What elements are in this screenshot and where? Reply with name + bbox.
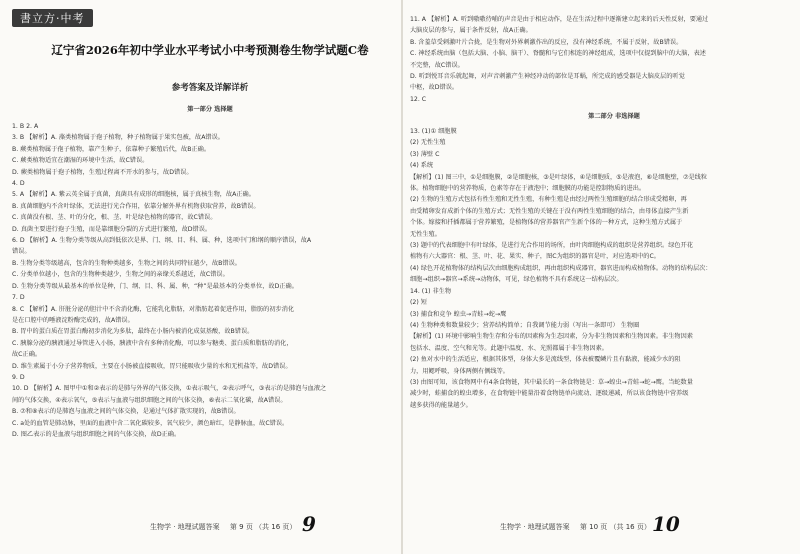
answer-line: 间的气体交换，④表示氧气，⑤表示与血液与组织细胞之间的气体交换，⑥表示二氧化碳，故A错误。 [12, 396, 287, 404]
answer-line: 减少时，蛙捕食的蝗虫增多，在食物链中能量沿着食物链单向流动、逐级递减，所以该食物链中营养级 [410, 390, 689, 398]
footer-subject: 生物学 · 地理试题答案 [500, 523, 570, 531]
answer-line: C. 胰腺分泌的胰液通过导管进入小肠，胰液中含有多种消化酶，可以参与糖类、蛋白质和脂肪的消化， [12, 339, 293, 347]
answer-line: 8. C 【解析】A. 肝脏分泌的胆汁中不含消化酶，它能乳化脂肪，对脂肪起着促进作用，脂肪的初步消化 [12, 305, 295, 313]
answer-line: D. 图乙表示的是血液与组织细胞之间的气体交换，故D正确。 [12, 430, 181, 438]
answer-line: 由受精卵发育成新个体的生殖方式；无性生殖的关键在于没有两性生殖细胞的结合，由母体直接产生新 [410, 207, 689, 215]
answer-line: C. a处的血管是肺动脉，里面的血液中含二氧化碳较多，氧气较少，颜色暗红，是静脉血，故C错误。 [12, 419, 289, 427]
section-heading-choice: 第一部分 选择题 [187, 106, 233, 113]
answer-line: 体。植物细胞中的营养物质，色素等存在于液泡中；细胞膜的功能是控制物质的进出。 [410, 185, 646, 193]
answer-line: (2) 无性生殖 [410, 139, 446, 147]
answer-line: 植物有六大器官：根、茎、叶、花、果实、种子，图C为组织的器官是叶，对应选项中的C。 [410, 253, 660, 261]
answer-line: 10. D 【解析】A. 图甲中①和②表示的是肺与外界的气体交换，①表示吸气，②表示呼气，③表示的是肺泡与血液之 [12, 385, 327, 393]
answer-line: 错误。 [12, 248, 31, 256]
answer-line: (3) 由图可知，该食物网中有4条食物链，其中最长的一条食物链是：草→蝗虫→青蛙→蛇→鹰。当蛇数量 [410, 378, 693, 386]
answer-line: (4) 系统 [410, 162, 434, 170]
footer-page-label: 第 10 页 （共 16 页） [579, 523, 651, 531]
answer-line: 9. D [12, 373, 25, 381]
answer-line: (4) 绿色开花植物体的结构层次由细胞构成组织，再由组织构成器官，器官进而构成植物体。动物的结构层次： [410, 264, 712, 272]
footer-subject: 生物学 · 地理试题答案 [150, 523, 220, 531]
answer-line: 大脑皮层的参与，属于条件反射，故A正确。 [410, 27, 532, 35]
answer-line: 13. (1)① 细胞膜 [410, 128, 457, 135]
answer-line: 【解析】(1) 环境中影响生物生存和分布的因素称为生态因素，分为非生物因素和生物因素。非生物因素 [410, 333, 693, 341]
page-number: 9 [302, 512, 316, 536]
answer-line: 12. C [410, 95, 427, 103]
answer-line: (2) 生物的生殖方式包括有性生殖和无性生殖，有种生殖是由经过两性生殖细胞的结合形成受精卵，再 [410, 196, 687, 204]
answer-line: C. 蕨类植物适宜在潮湿的环境中生活，故C错误。 [12, 157, 149, 165]
left-answer-text [12, 121, 392, 440]
series-banner: 書立方·中考 [12, 9, 93, 27]
answer-line: B. 胃中的蛋白质在胃蛋白酶初步消化为多肽，最终在小肠内被消化成氨基酸，故B错误。 [12, 328, 254, 336]
answer-subtitle: 参考答案及详解详析 [171, 83, 249, 93]
answer-line: 4. D [12, 180, 25, 188]
answer-line: (3) 题中的代表细胞中有叶绿体，是进行光合作用的场所，由叶肉细胞构成的组织是营养组织。绿色开花 [410, 242, 693, 250]
answer-line: D. 生物分类等级从最基本的单位是种，门、纲、目、科、属、种，“种”是最基本的分类单位，故D正确。 [12, 282, 298, 290]
answer-line: D. 维生素属于小分子营养物质，主要在小肠被直接吸收，胃只能吸收少量的水和无机盐等，故D错误。 [12, 362, 292, 370]
right-footer [500, 522, 651, 532]
answer-line: 故C正确。 [12, 351, 42, 359]
answer-line: 是在口腔中的唾液淀粉酶完成的，故A错误。 [12, 316, 134, 324]
answer-line: 细胞→组织→器官→系统→动物体，可见，绿色植物不具有系统这一结构层次。 [410, 276, 623, 284]
right-page [404, 0, 800, 554]
answer-line: (2) 短 [410, 299, 427, 307]
answer-line: B. 真菌细胞内不含叶绿体，无法进行光合作用，依靠分解外界有机物获取营养，故B错误。 [12, 202, 260, 210]
answer-line: 5. A 【解析】A. 紫云英全属于真菌，真菌具有成形的细胞核，属于真核生物，故A正确。 [12, 191, 255, 199]
answer-line: 中枢，故D错误。 [410, 84, 459, 92]
answer-line: D. 蕨类植物属于孢子植物，生殖过程离不开水的参与，故D错误。 [12, 168, 193, 176]
section-heading-nonchoice: 第二部分 非选择题 [588, 113, 640, 120]
right-answer-text-top [410, 14, 794, 105]
answer-line: D. 真菌主要进行孢子生殖，而是靠细胞分裂的方式进行繁殖，故D错误。 [12, 225, 212, 233]
answer-line: 7. D [12, 294, 25, 302]
answer-line: B. 含羞草受刺激叶片合拢，是生物对外界刺激作出的反应，没有神经系统，不属于反射，故B错误。 [410, 38, 683, 46]
answer-line: C. 真菌没有根、茎、叶的分化，根、茎、叶是绿色植物的器官，故C错误。 [12, 214, 217, 222]
answer-line: (3) 捕食和竞争 蝗虫→青蛙→蛇→鹰 [410, 310, 507, 318]
answer-line: 11. A 【解析】A. 听到嗷嗷待哺的声音是由于相应动作，是在生活过程中逐渐建立起来的后天性反射，要通过 [410, 16, 709, 23]
answer-line: 无性生殖。 [410, 230, 441, 238]
answer-line: 包括水、温度、空气和光等。此题中温度、水、光照都属于非生物因素。 [410, 344, 608, 352]
answer-line: 【解析】(1) 图三中，①是细胞膜，②是细胞核，③是叶绿体，④是细胞质，⑤是液泡，⑥是细胞壁，⑦是线粒 [410, 173, 708, 181]
answer-line: D. 听到悦耳音乐就起舞，对声音刺激产生神经冲动的部位是耳蜗，所完成的感受器是大脑皮层的听觉 [410, 73, 685, 81]
answer-line: 14. (1) 非生物 [410, 287, 452, 295]
answer-line: 6. D 【解析】A. 生物分类等级从高到低依次是界、门、纲、目、科、属、种，选项中门和纲的顺序错误，故A [12, 237, 312, 245]
page-title: 辽宁省2026年初中学业水平考试小中考预测卷生物学试题C卷 [51, 43, 369, 57]
page-gutter [401, 0, 403, 554]
right-answer-text-bottom [410, 126, 794, 411]
page-number: 10 [652, 512, 680, 536]
answer-line: 越多获得的能量越少。 [410, 401, 472, 409]
answer-line: 个体。嫁接和扦插都属于营养繁殖，是植物体的营养器官产生新个体的一种方式，这种生殖方式属于 [410, 219, 683, 227]
answer-line: (4) 生物种类和数量较少；营养结构简单；自我调节能力弱（写出一条即可） 生物圈 [410, 321, 640, 329]
answer-line: C. 神经系统由脑（包括大脑、小脑、脑干）、脊髓和与它们相连的神经组成，选项中仅提到脑中的大脑，表述 [410, 50, 706, 58]
answer-line: 1. B 2. A [12, 123, 39, 130]
answer-line: B. 生物分类等级越高，包含的生物种类越多，生物之间的共同特征越少，故B错误。 [12, 259, 241, 267]
answer-line: B. ⑦和⑧表示的是肺泡与血液之间的气体交换，是通过气体扩散实现的，故B错误。 [12, 408, 240, 416]
answer-line: C. 分类单位越小，包含的生物种类越少，生物之间的亲缘关系越近，故C错误。 [12, 271, 229, 279]
answer-line: (2) 鱼对水中的生活适应，根据其体型，身体大多是流线型，体表被覆鳞片且有黏液，能减少水的阻 [410, 356, 681, 364]
answer-line: (3) 薄壁 C [410, 150, 440, 158]
answer-line: B. 蕨类植物属于孢子植物，靠产生种子，依靠种子繁殖后代，故B正确。 [12, 145, 211, 153]
answer-line: 不完整，故C错误。 [410, 61, 464, 69]
footer-page-label: 第 9 页 （共 16 页） [229, 523, 297, 531]
answer-line: 3. B 【解析】A. 藻类植物属于孢子植物，种子植物属于果实包被，故A错误。 [12, 134, 224, 142]
answer-line: 力，用鳃呼吸，身体两侧有侧线等。 [410, 367, 509, 375]
left-footer [150, 522, 296, 532]
